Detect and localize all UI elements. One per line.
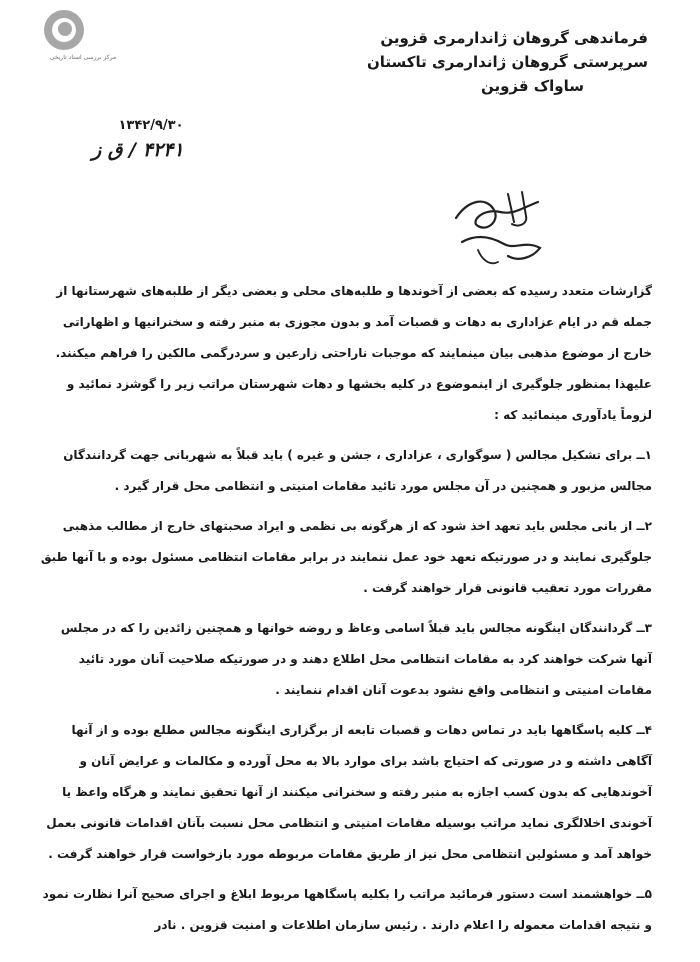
recipients-block <box>328 26 648 98</box>
item-2-paragraph: ۲ــ از بانی مجلس باید تعهد اخذ شود که از هرگونه بی نظمی و ایراد صحبتهای خارج از مطالب مذهبی جلوگیری نمایند و در صورتیکه تعهد خود عمل ننمایند در برابر مقامات انتظامی مسئول بوده و با آنها طبق مقررات مورد تعقیب قانونی قرار خواهند گرفت . <box>40 519 652 595</box>
item-4-paragraph: ۴ــ کلیه پاسگاهها باید در تماس دهات و قصبات تابعه از برگزاری اینگونه مجالس مطلع بوده و از آنها آگاهی داشته و در صورتی که احتیاج باشد برای موارد بالا به محل آورده و مکالمات و عرایض آنان و آخوندهایی که بدون کسب اجازه به منبر رفته و سخنرانی میکنند از آنها تحقیق نمایند و هرگاه واعظ یا آخوندی اخلالگری نماید مراتب بوسیله مقامات امنیتی و انتظامی محل نسبت بآنان اقدامات قانونی بعمل خواهد آمد و مسئولین انتظامی محل نیز از طریق مقامات مربوطه مورد بازخواست قرار خواهند گرفت . <box>46 723 652 861</box>
recipient-line-1: فرماندهی گروهان ژاندارمری قزوین <box>380 29 648 47</box>
logo-caption: مرکز بررسی اسناد تاریخی <box>49 54 117 61</box>
letter-date: ۱۳۴۲/۹/۳۰ <box>118 118 184 133</box>
item-5-paragraph: ۵ــ خواهشمند است دستور فرمائید مراتب را بکلیه پاسگاهها مربوط ابلاغ و اجرای صحیح آنرا نظارت نمود و نتیجه اقدامات معموله را اعلام دارند . رئیس سازمان اطلاعات و امنیت قزوین . نادر <box>42 887 652 932</box>
intro-paragraph: گزارشات متعدد رسیده که بعضی از آخوندها و طلبه‌های محلی و بعضی دیگر از طلبه‌های شهرستانها از جمله قم در ایام عزاداری به دهات و قصبات آمد و بدون مجوزی به منبر رفته و سخنرانیها و اظهاراتی خارج از موضوع مذهبی بیان مینمایند که موجبات ناراحتی زارعین و سردرگمی مالکین را فراهم میکنند. علیهذا بمنظور جلوگیری از اینموضوع در کلیه بخشها و دهات شهرستان مراتب زیر را گوشزد نمائید و لزوماً یادآوری مینمائید که : <box>55 284 652 422</box>
letter-number: ۴۲۴۱ / ق ز <box>92 139 184 161</box>
recipient-line-3: ساواک قزوین <box>480 77 584 95</box>
item-1-paragraph: ۱ــ برای تشکیل مجالس ( سوگواری ، عزاداری ، جشن و غیره ) باید قبلاً به شهربانی جهت گردانندگان مجالس مزبور و همچنین در آن مجلس مورد تائید مقامات امنیتی و انتظامی محل قرار گیرد . <box>63 448 652 493</box>
handwritten-signature <box>448 188 548 276</box>
archive-emblem-icon <box>44 10 84 50</box>
reference-block <box>92 118 184 161</box>
letter-body <box>40 276 652 950</box>
item-3-paragraph: ۳ــ گردانندگان اینگونه مجالس باید قبلاً اسامی وعاظ و روضه خوانها و همچنین زائدین را که در مجلس آنها شرکت خواهند کرد به مقامات انتظامی محل اطلاع دهند و در صورتیکه صلاحیت آنان مورد تائید مقامات امنیتی و انتظامی واقع نشود بدعوت آنان اقدام ننمایند . <box>60 621 652 697</box>
archive-logo <box>28 10 168 70</box>
recipient-line-2: سرپرستی گروهان ژاندارمری تاکستان <box>366 53 648 71</box>
